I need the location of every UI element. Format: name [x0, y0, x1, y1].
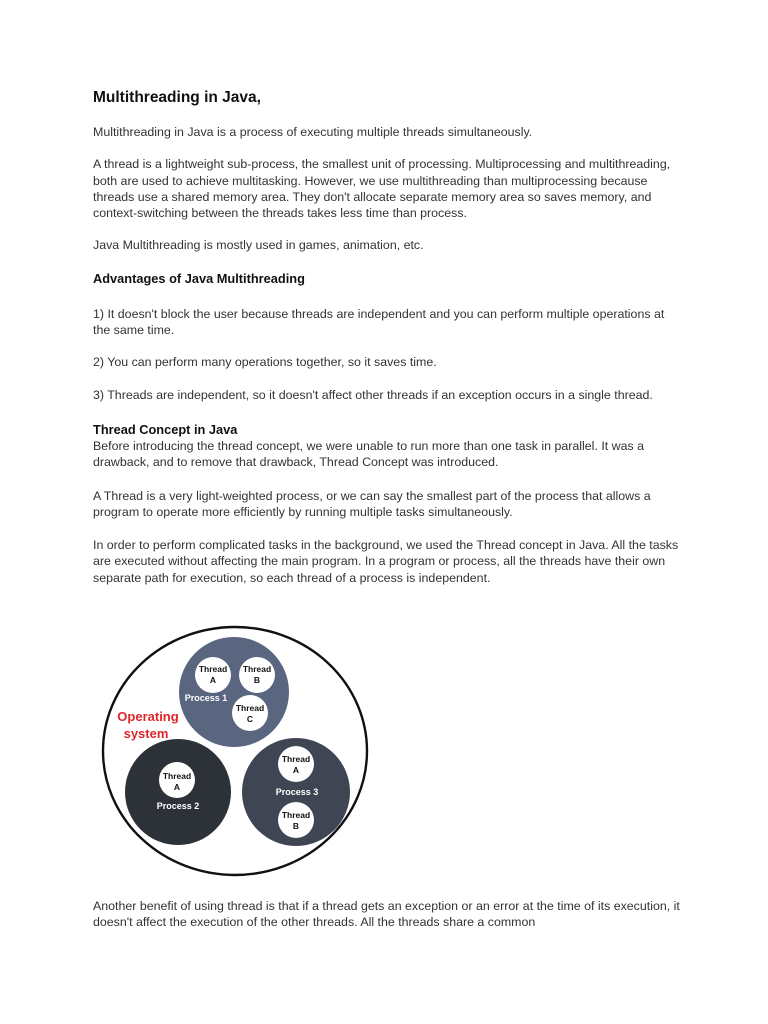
- process-2-thread-a-name: Thread: [162, 771, 192, 781]
- process-3-thread-a: [278, 746, 314, 782]
- process-2: [125, 739, 231, 845]
- process-1-thread-a-name: Thread: [198, 664, 228, 674]
- process-1-thread-c-name: Thread: [235, 703, 265, 713]
- os-label-line-1: Operating: [117, 709, 179, 724]
- process-3-thread-b-name: Thread: [281, 810, 311, 820]
- process-3-thread-a-id: A: [292, 765, 300, 775]
- closing-paragraph: Another benefit of using thread is that if a thread gets an exception or an error at the time of its execution, it doesn't affect the execution of the other threads. All the threads share a common: [93, 899, 680, 930]
- operating-system-diagram: [100, 624, 370, 878]
- document-title: Multithreading in Java,: [93, 89, 261, 106]
- process-1-thread-b-name: Thread: [242, 664, 272, 674]
- advantage-item-1: 1) It doesn't block the user because threads are independent and you can perform multiple operations at the same time.: [93, 306, 665, 338]
- process-3-thread-a-name: Thread: [281, 754, 311, 764]
- thread-definition-paragraph: A thread is a lightweight sub-process, the smallest unit of processing. Multiprocessing and multithreading, both are used to achieve multitasking. However, we use multithreading than multiprocessing because threads use a shared memory area. They don't allocate separate memory area so saves memory, and context-switching between the threads takes less time than process.: [93, 157, 671, 221]
- process-3-thread-b: [278, 802, 314, 838]
- os-label-line-2: system: [123, 726, 169, 741]
- process-1: [179, 637, 289, 747]
- process-3-label: Process 3: [275, 787, 319, 797]
- process-1-circle: [179, 637, 289, 747]
- process-1-thread-c-id: C: [246, 714, 254, 724]
- process-3-thread-b-id: B: [292, 821, 300, 831]
- concept-paragraph-1: Before introducing the thread concept, we were unable to run more than one task in parallel. It was a drawback, and to remove that drawback, Thread Concept was introduced.: [93, 438, 645, 470]
- process-2-thread-a-id: A: [173, 782, 181, 792]
- advantages-heading: Advantages of Java Multithreading: [93, 270, 305, 286]
- advantage-item-3: 3) Threads are independent, so it doesn't affect other threads if an exception occurs in a single thread.: [93, 387, 653, 402]
- process-1-label: Process 1: [184, 693, 228, 703]
- intro-paragraph: Multithreading in Java is a process of executing multiple threads simultaneously.: [93, 125, 533, 139]
- process-1-thread-b-id: B: [253, 675, 261, 685]
- usage-paragraph: Java Multithreading is mostly used in games, animation, etc.: [93, 238, 424, 253]
- document-body: [93, 89, 683, 586]
- advantage-item-2: 2) You can perform many operations together, so it saves time.: [93, 355, 437, 370]
- concept-paragraph-2: A Thread is a very light-weighted process, or we can say the smallest part of the process that allows a program to operate more efficiently by running multiple tasks simultaneously.: [93, 488, 651, 519]
- process-1-thread-c: [232, 695, 268, 731]
- thread-concept-heading: Thread Concept in Java: [93, 421, 238, 437]
- process-3: [242, 738, 350, 846]
- process-2-label: Process 2: [156, 801, 200, 811]
- concept-paragraph-3: In order to perform complicated tasks in the background, we used the Thread concept in Java. All the tasks are executed without affecting the main program. In a program or process, all the threads have their own separate path for execution, so each thread of a process is independent.: [93, 538, 679, 585]
- process-1-thread-a-id: A: [209, 675, 217, 685]
